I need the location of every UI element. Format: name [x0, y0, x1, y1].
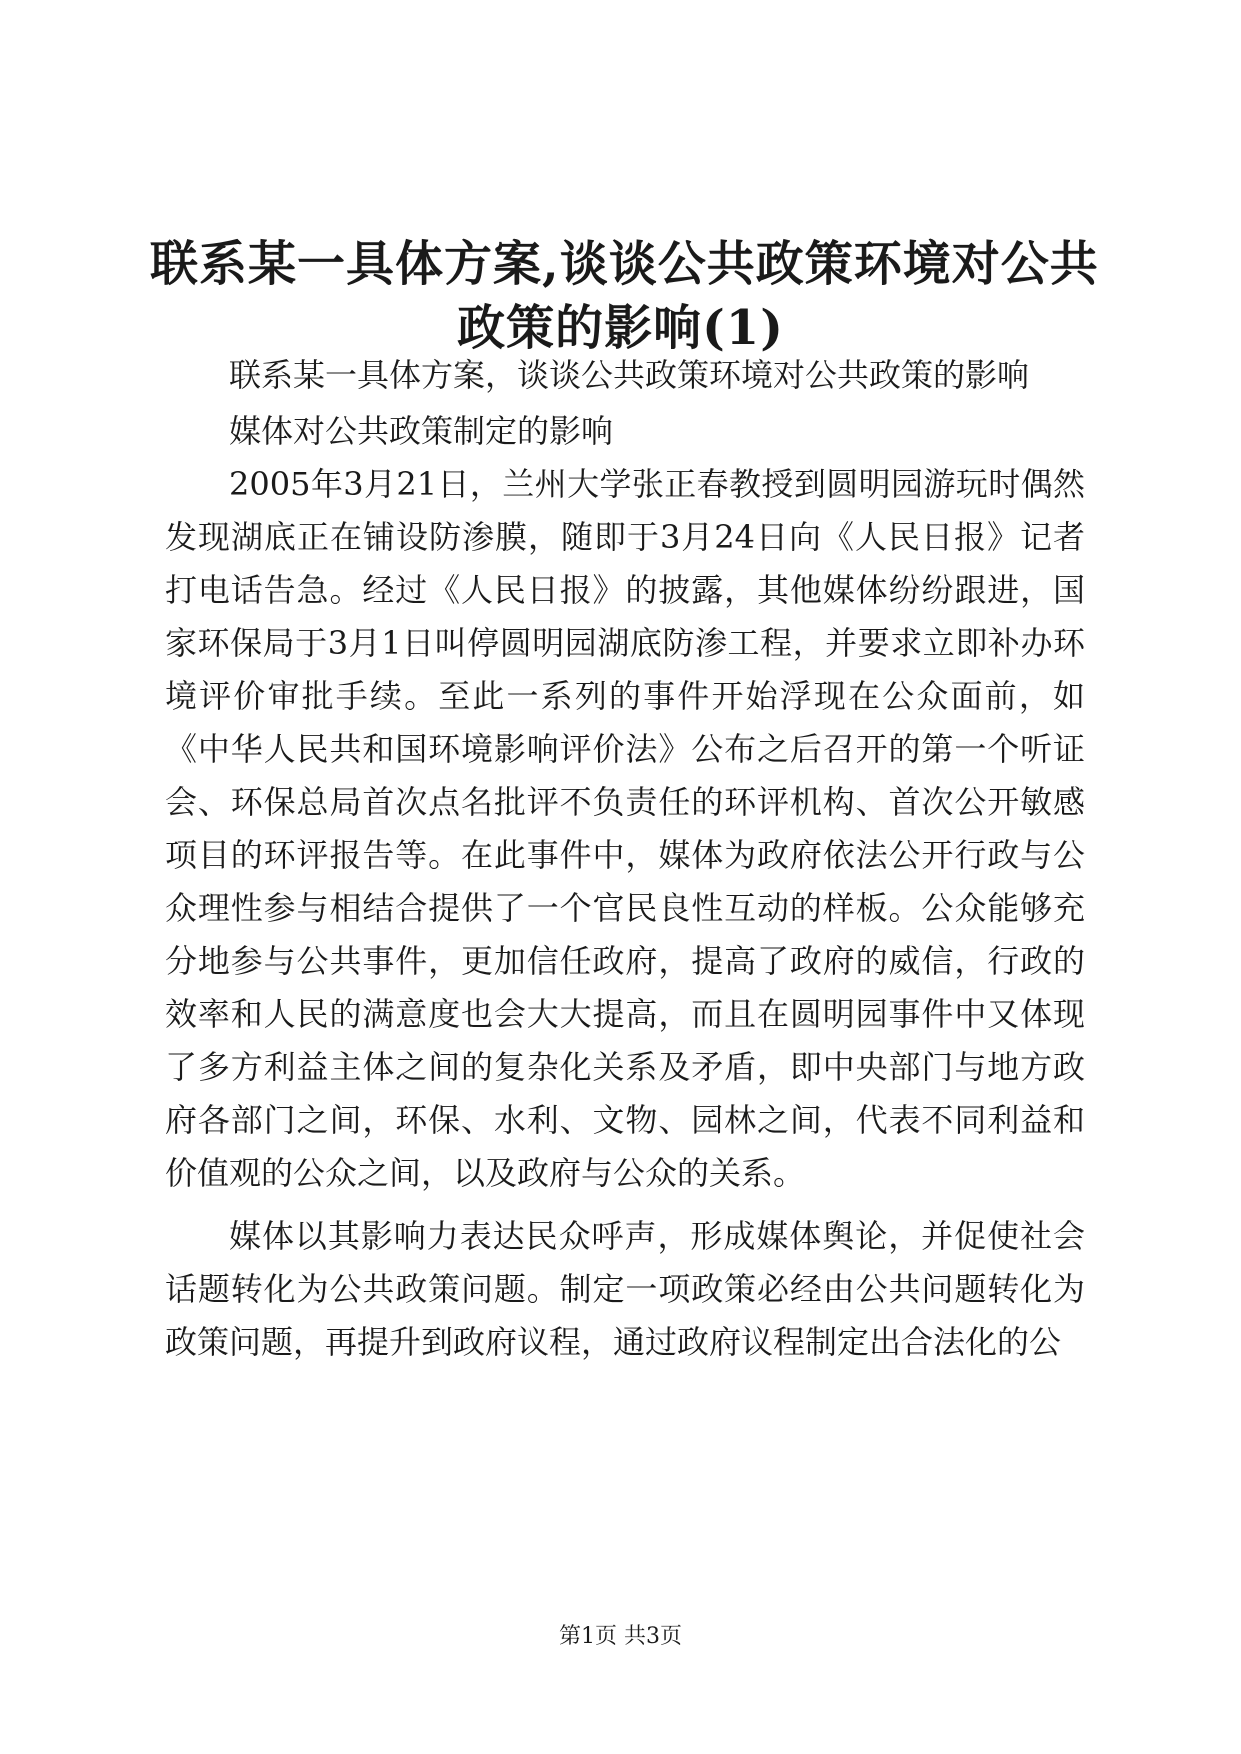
title-line-1: 联系某一具体方案,谈谈公共政策环境对公共 — [150, 236, 1099, 293]
paragraph-heading: 媒体对公共政策制定的影响 — [229, 412, 614, 450]
paragraph-media: 媒体以其影响力表达民众呼声，形成媒体舆论，并促使社会话题转化为公共政策问题。制定一项政策必经由公共问题转化为政策问题，再提升到政府议程，通过政府议程制定出合法化的公 — [165, 1217, 1085, 1361]
paragraph-subtitle: 联系某一具体方案，谈谈公共政策环境对公共政策的影响 — [229, 356, 1030, 394]
page-footer: 第1页 共3页 — [559, 1624, 682, 1649]
document-title — [150, 232, 1099, 360]
document-body — [165, 349, 1085, 1369]
paragraph-event: 2005年3月21日，兰州大学张正春教授到圆明园游玩时偶然发现湖底正在铺设防渗膜，随即于3月24日向《人民日报》记者打电话告急。经过《人民日报》的披露，其他媒体纷纷跟进，国家环保局于3月1日叫停圆明园湖底防渗工程，并要求立即补办环境评价审批手续。至此一系列的事件开始浮现在公众面前，如《中华人民共和国环境影响评价法》公布之后召开的第一个听证会、环保总局首次点名批评不负责任的环评机构、首次公开敏感项目的环评报告等。在此事件中，媒体为政府依法公开行政与公众理性参与相结合提供了一个官民良性互动的样板。公众能够充分地参与公共事件，更加信任政府，提高了政府的威信，行政的效率和人民的满意度也会大大提高，而且在圆明园事件中又体现了多方利益主体之间的复杂化关系及矛盾，即中央部门与地方政府各部门之间，环保、水利、文物、园林之间，代表不同利益和价值观的公众之间，以及政府与公众的关系。 — [165, 465, 1085, 1192]
title-line-2: 政策的影响(1) — [457, 300, 784, 357]
